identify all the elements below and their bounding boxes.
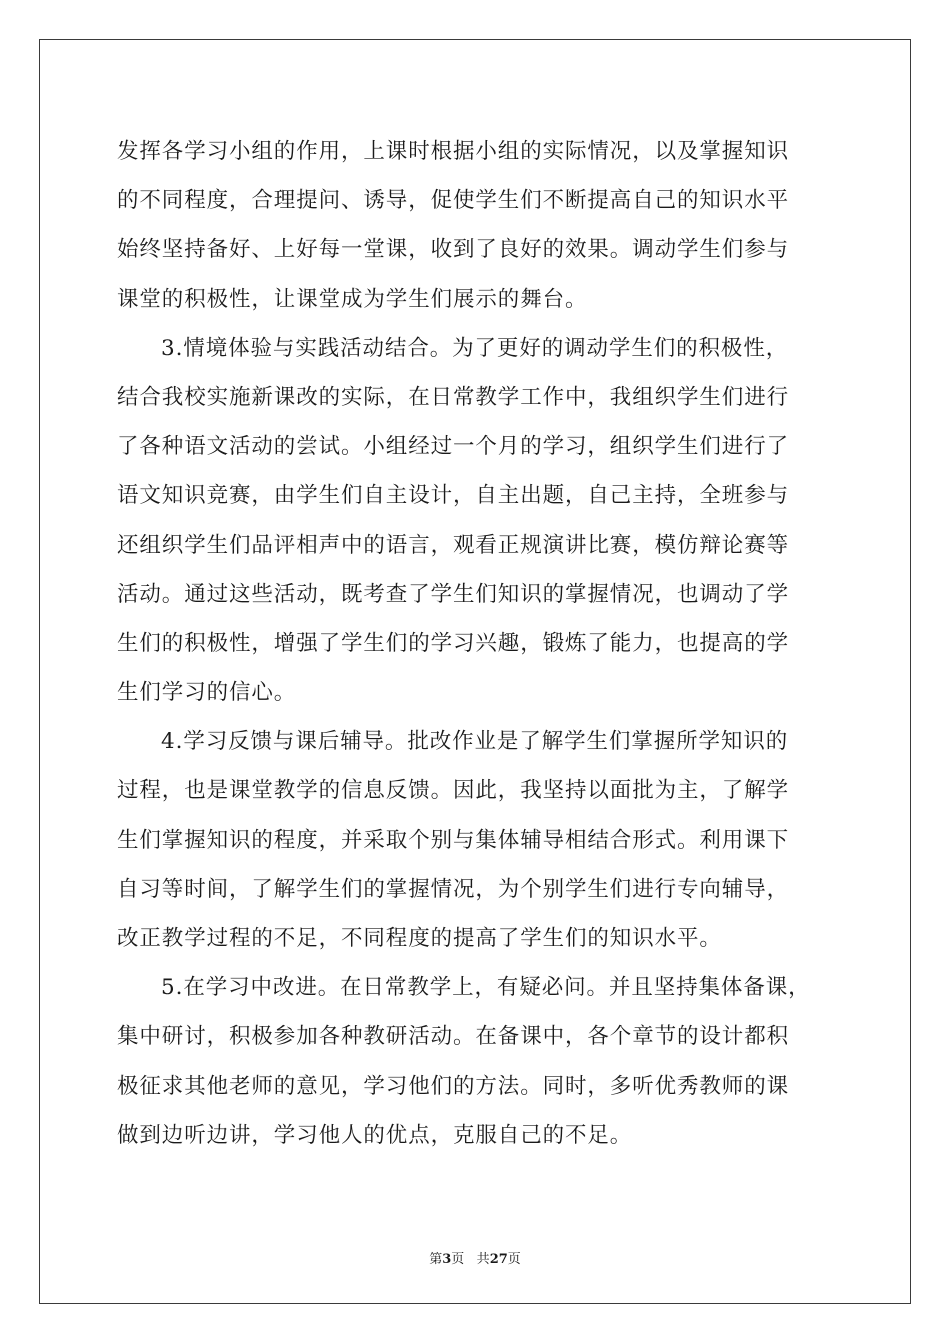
document-body: [117, 127, 837, 1160]
text-line: 课堂的积极性，让课堂成为学生们展示的舞台。: [117, 286, 588, 312]
paragraph-5-heading-line: 5.在学习中改进。在日常教学上，有疑必问。并且坚持集体备课，: [161, 975, 811, 1001]
text-line: 生们掌握知识的程度，并采取个别与集体辅导相结合形式。利用课下: [117, 827, 790, 853]
text-line: 生们学习的信心。: [117, 680, 297, 706]
text-line: 自习等时间，了解学生们的掌握情况，为个别学生们进行专向辅导，: [117, 876, 790, 902]
text-line: 改正教学过程的不足，不同程度的提高了学生们的知识水平。: [117, 926, 722, 951]
text-line: 还组织学生们品评相声中的语言，观看正规演讲比赛，模仿辩论赛等: [117, 532, 790, 558]
page-prefix: 第: [429, 1252, 443, 1267]
text-line: 过程，也是课堂教学的信息反馈。因此，我坚持以面批为主，了解学: [117, 778, 790, 804]
total-page-count: 27: [489, 1252, 508, 1267]
text-line: 发挥各学习小组的作用，上课时根据小组的实际情况，以及掌握知识: [117, 139, 790, 164]
text-line: 的不同程度，合理提问、诱导，促使学生们不断提高自己的知识水平: [117, 188, 790, 214]
text-line: 语文知识竞赛，由学生们自主设计，自主出题，自己主持，全班参与: [117, 483, 790, 509]
text-line: 做到边听边讲，学习他人的优点，克服自己的不足。: [117, 1122, 633, 1148]
total-prefix: 共: [476, 1252, 490, 1267]
text-line: 生们的积极性，增强了学生们的学习兴趣，锻炼了能力，也提高的学: [117, 630, 790, 656]
text-line: 极征求其他老师的意见，学习他们的方法。同时，多听优秀教师的课: [117, 1073, 790, 1099]
total-suffix: 页: [507, 1252, 521, 1267]
text-line: 结合我校实施新课改的实际，在日常教学工作中，我组织学生们进行: [117, 384, 790, 410]
text-line: 始终坚持备好、上好每一堂课，收到了良好的效果。调动学生们参与: [117, 237, 790, 263]
text-line: 活动。通过这些活动，既考查了学生们知识的掌握情况，也调动了学: [117, 581, 790, 607]
paragraph-4-heading-line: 4.学习反馈与课后辅导。批改作业是了解学生们掌握所学知识的: [161, 729, 789, 755]
page-suffix: 页: [451, 1252, 465, 1267]
paragraph-3-heading-line: 3.情境体验与实践活动结合。为了更好的调动学生们的积极性，: [161, 335, 789, 361]
text-line: 集中研讨，积极参加各种教研活动。在备课中，各个章节的设计都积: [117, 1024, 790, 1050]
page-footer: [0, 1248, 950, 1267]
text-line: 了各种语文活动的尝试。小组经过一个月的学习，组织学生们进行了: [117, 434, 790, 460]
current-page-number: 3: [442, 1252, 452, 1267]
